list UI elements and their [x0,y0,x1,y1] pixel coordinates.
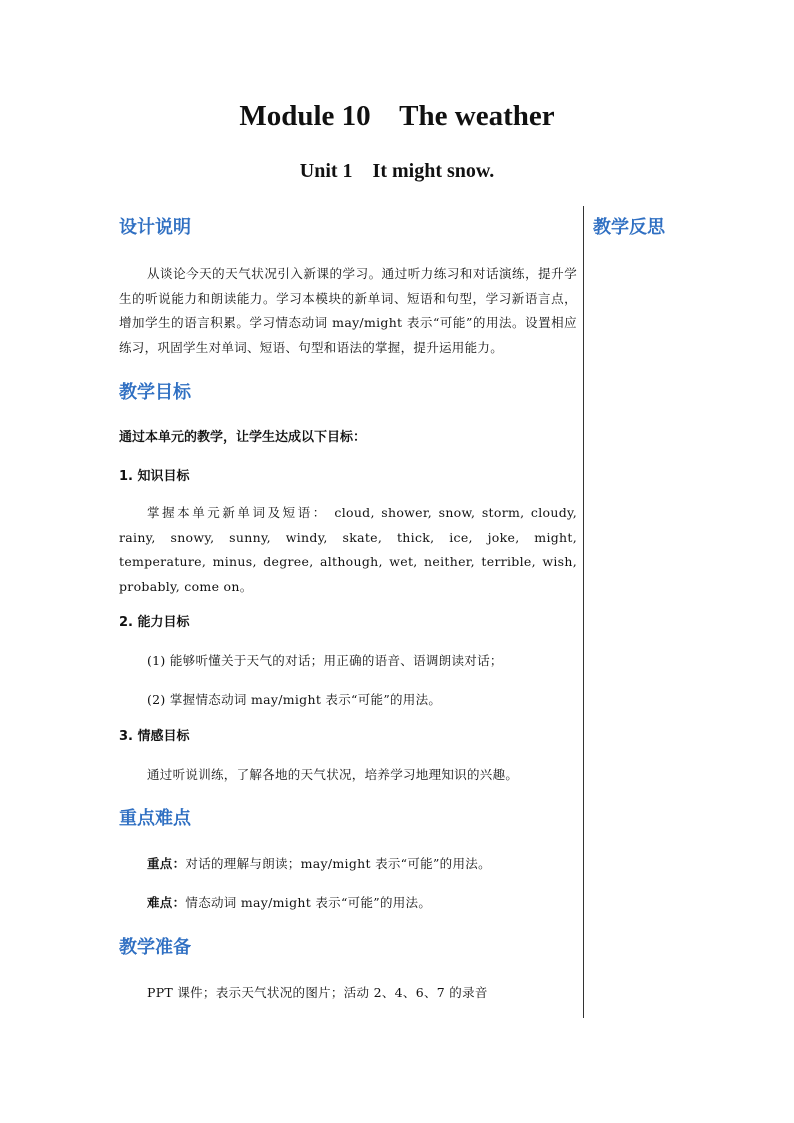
difficulty-label: 难点： [147,895,186,910]
design-text: 从谈论今天的天气状况引入新课的学习。通过听力练习和对话演练，提升学生的听说能力和朗读能力。学习本模块的新单词、短语和句型，学习新语言点，增加学生的语言积累。学习情态动词 may/might 表示“可能”的用法。设置相应练习，巩固学生对单词、短语、句型和语法的掌握，提升运用能力。 [119,266,577,355]
prep-text: PPT 课件；表示天气状况的图片；活动 2、4、6、7 的录音 [147,985,488,1000]
focus-text: 对话的理解与朗读；may/might 表示“可能”的用法。 [185,856,491,871]
knowledge-heading: 1. 知识目标 [119,469,190,484]
goals-heading: 教学目标 [119,382,191,403]
difficulty-text: 情态动词 may/might 表示“可能”的用法。 [185,895,432,910]
key-points-heading: 重点难点 [119,808,191,829]
ability-heading: 2. 能力目标 [119,615,190,630]
page-subtitle: Unit 1 It might snow. [299,160,495,182]
emotion-heading: 3. 情感目标 [119,729,190,744]
reflection-heading: 教学反思 [593,217,665,238]
difficulty-line [119,892,577,914]
focus-label: 重点： [147,856,186,871]
reflection-column [593,214,773,242]
knowledge-text: 掌握本单元新单词及短语： cloud, shower, snow, storm, cloudy, rainy, snowy, sunny, windy, skate, thick, ice, joke, might, temperature, minus, degree, although, wet, neither, terrible, wish, probably, come on。 [119,505,577,594]
emotion-text: 通过听说训练，了解各地的天气状况，培养学习地理知识的兴趣。 [147,767,519,782]
main-column [119,214,577,1004]
design-heading: 设计说明 [119,217,191,238]
column-divider [583,206,584,1018]
ability-item-1: (1) 能够听懂关于天气的对话；用正确的语音、语调朗读对话； [147,653,503,668]
focus-line [119,853,577,875]
goals-intro: 通过本单元的教学，让学生达成以下目标： [119,430,367,445]
ability-item-2: (2) 掌握情态动词 may/might 表示“可能”的用法。 [147,692,442,707]
page-title: Module 10 The weather [239,100,555,132]
prep-heading: 教学准备 [119,937,191,958]
